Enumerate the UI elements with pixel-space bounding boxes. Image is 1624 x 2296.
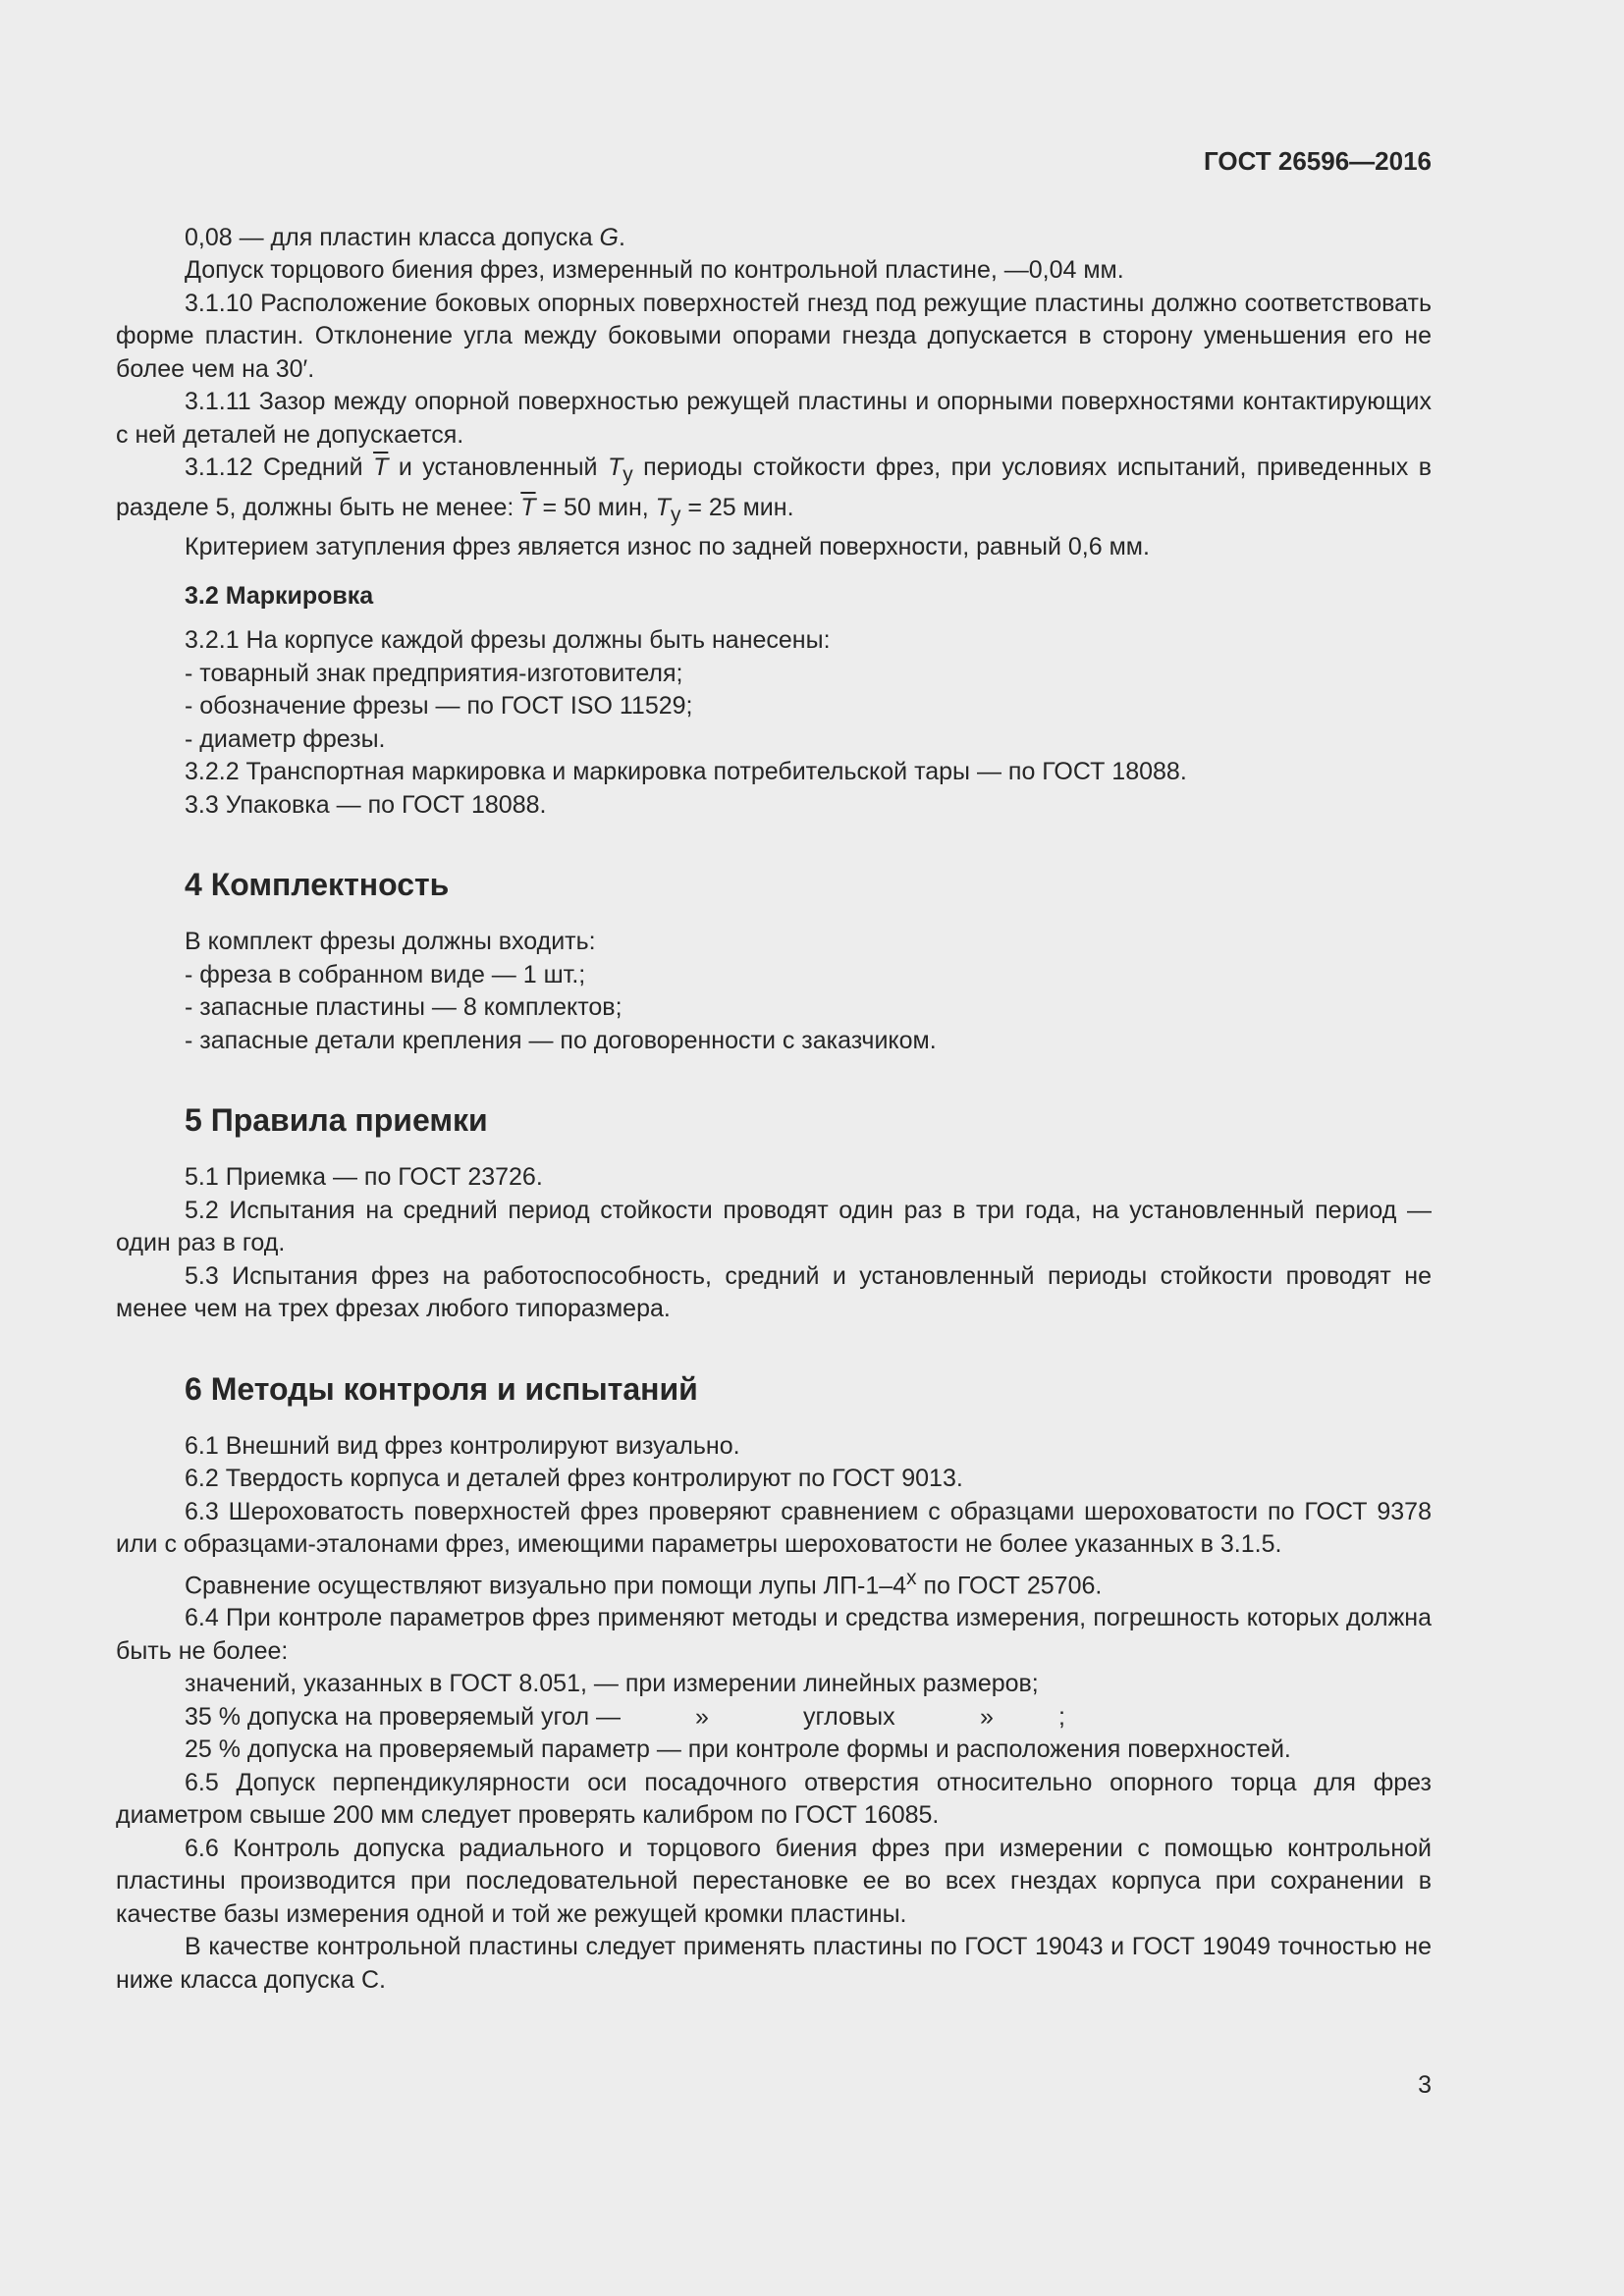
document-header: ГОСТ 26596—2016 xyxy=(1204,146,1432,176)
paragraph-3-1-10: 3.1.10 Расположение боковых опорных поверхностей гнезд под режущие пластины должно соответствовать форме пластин. Отклонение угла между боковыми опорами гнезда допускается в сторону уменьшения его не более чем на 30′. xyxy=(116,289,1432,383)
section-title-6: 6 Методы контроля и испытаний xyxy=(185,1370,698,1407)
paragraph-6-3: 6.3 Шероховатость поверхностей фрез проверяют сравнением с образцами шероховатости по ГОСТ 9378 или с образцами-эталонами фрез, имеющими параметры шероховатости не более указанных в 3.1.5. xyxy=(116,1497,1432,1558)
paragraph-3-2-2: 3.2.2 Транспортная маркировка и маркировка потребительской тары — по ГОСТ 18088. xyxy=(185,758,1187,785)
list-item: - запасные пластины — 8 комплектов; xyxy=(116,991,1432,1025)
paragraph-completeness: В комплект фрезы должны входить: xyxy=(185,928,596,955)
paragraph-3-1-12: 3.1.12 Средний $\overline{T}$ и установленный $T_у$ периоды стойкости фрез, при условиях испытаний, приведенных в разделе 5, должны быть не менее: $\overline{T} = 50$ мин, $T_у = 25$ мин. xyxy=(116,454,1432,526)
paragraph-angle: 35 % допуска на проверяемый угол — » угловых » ; xyxy=(185,1702,1065,1731)
paragraph-face-runout: Допуск торцового биения фрез, измеренный по контрольной пластине, —0,04 мм. xyxy=(185,256,1124,284)
paragraph-tolerance-g: 0,08 — для пластин класса допуска G. xyxy=(185,223,625,251)
list-item: - диаметр фрезы. xyxy=(116,723,1432,757)
paragraph-6-4: 6.4 При контроле параметров фрез применяют методы и средства измерения, погрешность которых должна быть не более: xyxy=(116,1604,1432,1665)
paragraph-3-1-11: 3.1.11 Зазор между опорной поверхностью режущей пластины и опорными поверхностями контактирующих с ней деталей не допускается. xyxy=(116,388,1432,449)
section-title-4: 4 Комплектность xyxy=(185,867,450,902)
section-title-5: 5 Правила приемки xyxy=(185,1102,488,1138)
paragraph-3-2-1: 3.2.1 На корпусе каждой фрезы должны быть нанесены: xyxy=(185,626,831,654)
paragraph-control-plate: В качестве контрольной пластины следует применять пластины по ГОСТ 19043 и ГОСТ 19049 точностью не ниже класса допуска С. xyxy=(116,1933,1432,1994)
paragraph-form: 25 % допуска на проверяемый параметр — при контроле формы и расположения поверхностей. xyxy=(185,1735,1291,1764)
paragraph-linear: значений, указанных в ГОСТ 8.051, — при измерении линейных размеров; xyxy=(185,1670,1039,1698)
subsection-title-3-2: 3.2 Маркировка xyxy=(185,581,374,610)
paragraph-3-3: 3.3 Упаковка — по ГОСТ 18088. xyxy=(185,790,547,819)
paragraph-6-5: 6.5 Допуск перпендикулярности оси посадочного отверстия относительно опорного торца для фрез диаметром свыше 200 мм следует проверять калибром по ГОСТ 16085. xyxy=(116,1768,1432,1830)
list-item: - запасные детали крепления — по договоренности с заказчиком. xyxy=(116,1025,1432,1058)
paragraph-5-2: 5.2 Испытания на средний период стойкости проводят один раз в три года, на установленный период — один раз в год. xyxy=(116,1196,1432,1256)
paragraph-magnifier: Сравнение осуществляют визуально при помощи лупы $ЛП-1-4^х$ по ГОСТ 25706. xyxy=(185,1566,1103,1599)
paragraph-6-1: 6.1 Внешний вид фрез контролируют визуально. xyxy=(185,1431,740,1460)
page-number: 3 xyxy=(1418,2071,1432,2099)
list-item: - товарный знак предприятия-изготовителя; xyxy=(116,658,1432,691)
paragraph-6-2: 6.2 Твердость корпуса и деталей фрез контролируют по ГОСТ 9013. xyxy=(185,1465,963,1492)
paragraph-wear-criterion: Критерием затупления фрез является износ по задней поверхности, равный 0,6 мм. xyxy=(185,533,1150,561)
paragraph-6-6: 6.6 Контроль допуска радиального и торцового биения фрез при измерении с помощью контрольной пластины производится при последовательной перестановке ее во всех гнездах корпуса при сохранении в качестве базы измерения одной и той же режущей кромки пластины. xyxy=(116,1834,1432,1928)
list-item: - обозначение фрезы — по ГОСТ ISO 11529; xyxy=(116,690,1432,723)
paragraph-5-1: 5.1 Приемка — по ГОСТ 23726. xyxy=(185,1163,543,1191)
paragraph-5-3: 5.3 Испытания фрез на работоспособность, средний и установленный периоды стойкости проводят не менее чем на трех фрезах любого типоразмера. xyxy=(116,1261,1432,1322)
list-item: - фреза в собранном виде — 1 шт.; xyxy=(116,959,1432,992)
